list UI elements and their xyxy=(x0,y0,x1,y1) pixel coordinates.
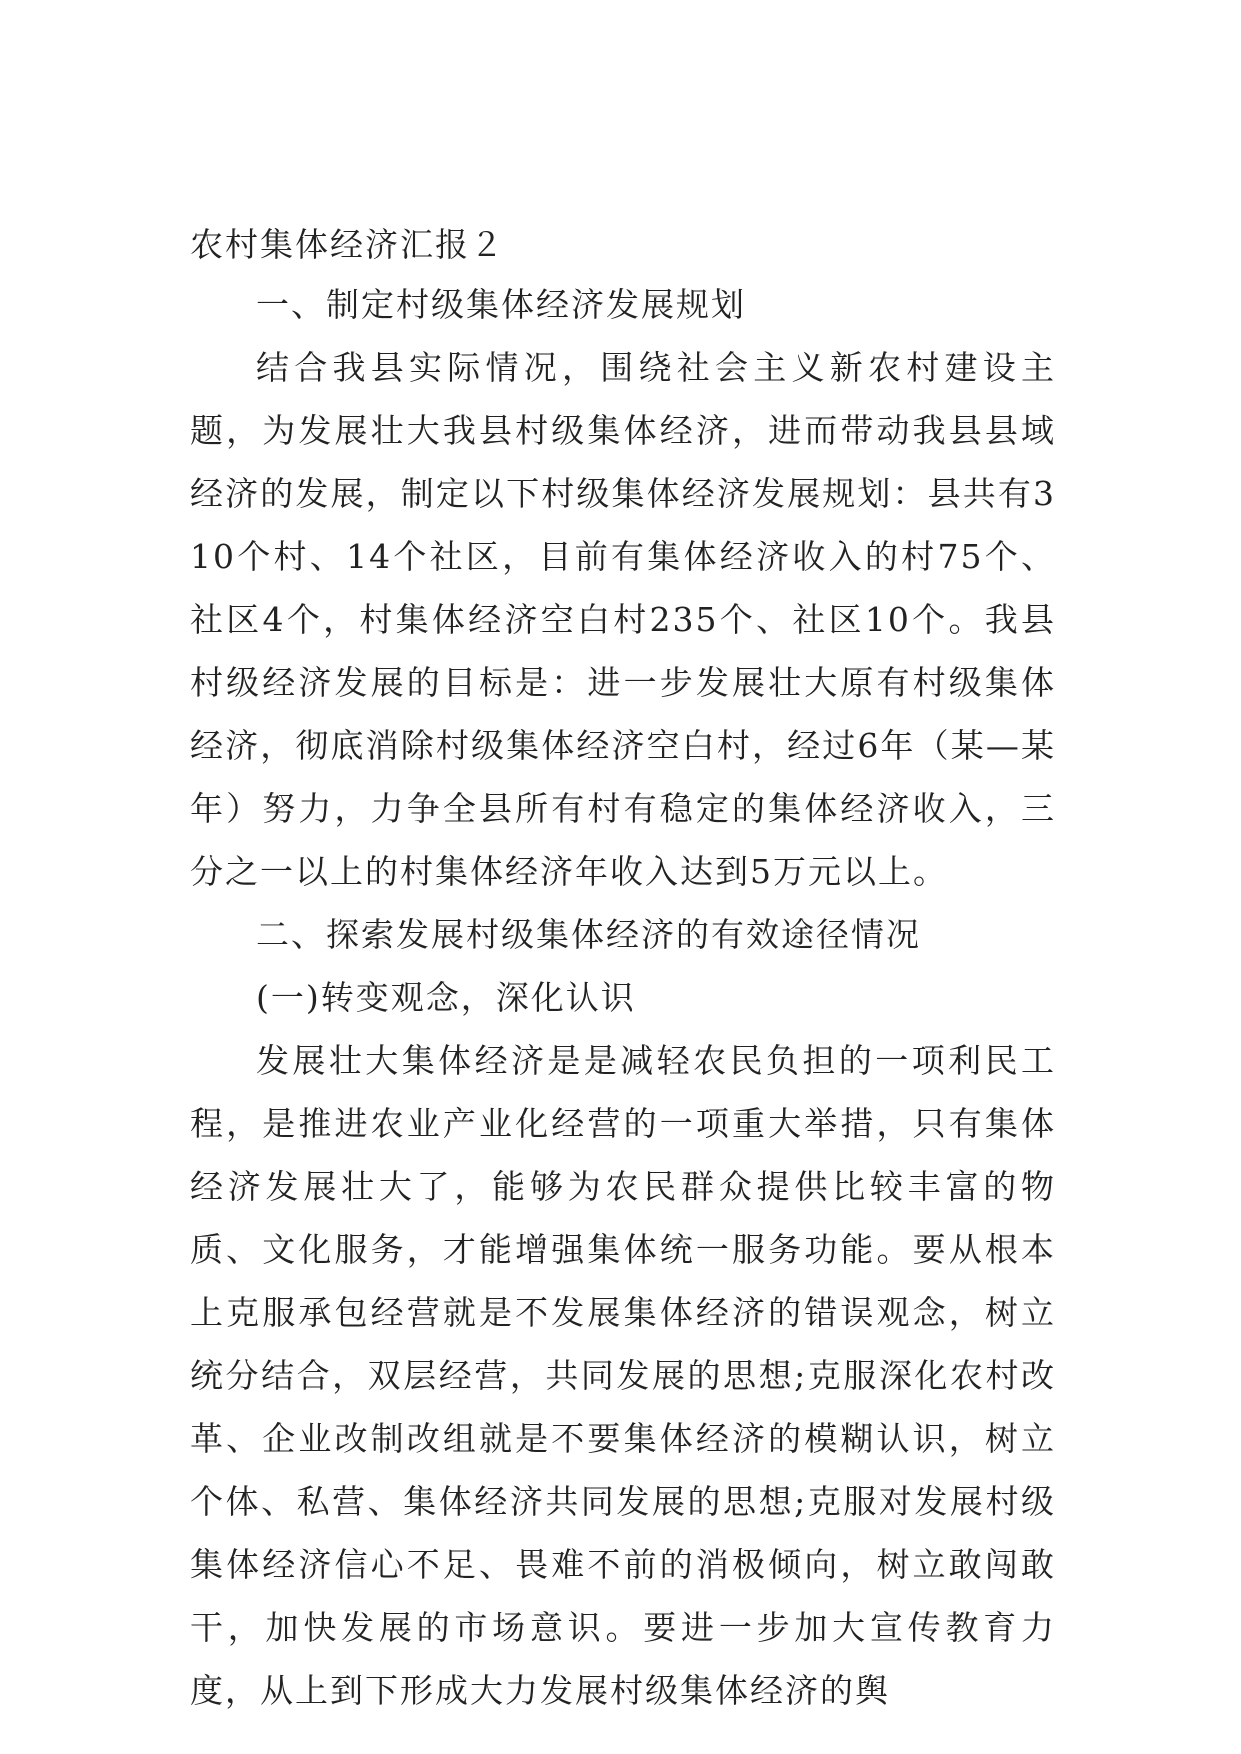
section-subheading-2-1: (一)转变观念，深化认识 xyxy=(256,978,636,1017)
document-title: 农村集体经济汇报２ xyxy=(190,225,505,264)
section-heading-1: 一、制定村级集体经济发展规划 xyxy=(256,285,746,324)
section-paragraph-1: 结合我县实际情况，围绕社会主义新农村建设主题，为发展壮大我县村级集体经济，进而带动我县县域经济的发展，制定以下村级集体经济发展规划：县共有310个村、14个社区，目前有集体经济收入的村75个、社区4个，村集体经济空白村235个、社区10个。我县村级经济发展的目标是：进一步发展壮大原有村级集体经济，彻底消除村级集体经济空白村，经过6年（某—某年）努力，力争全县所有村有稳定的集体经济收入，三分之一以上的村集体经济年收入达到5万元以上。 xyxy=(190,348,1056,891)
document-body xyxy=(190,217,1056,1722)
section-paragraph-2: 发展壮大集体经济是是减轻农民负担的一项利民工程，是推进农业产业化经营的一项重大举措，只有集体经济发展壮大了，能够为农民群众提供比较丰富的物质、文化服务，才能增强集体统一服务功能。要从根本上克服承包经营就是不发展集体经济的错误观念，树立统分结合，双层经营，共同发展的思想;克服深化农村改革、企业改制改组就是不要集体经济的模糊认识，树立个体、私营、集体经济共同发展的思想;克服对发展村级集体经济信心不足、畏难不前的消极倾向，树立敢闯敢干，加快发展的市场意识。要进一步加大宣传教育力度，从上到下形成大力发展村级集体经济的舆 xyxy=(190,1041,1056,1710)
section-heading-2: 二、探索发展村级集体经济的有效途径情况 xyxy=(256,915,921,954)
